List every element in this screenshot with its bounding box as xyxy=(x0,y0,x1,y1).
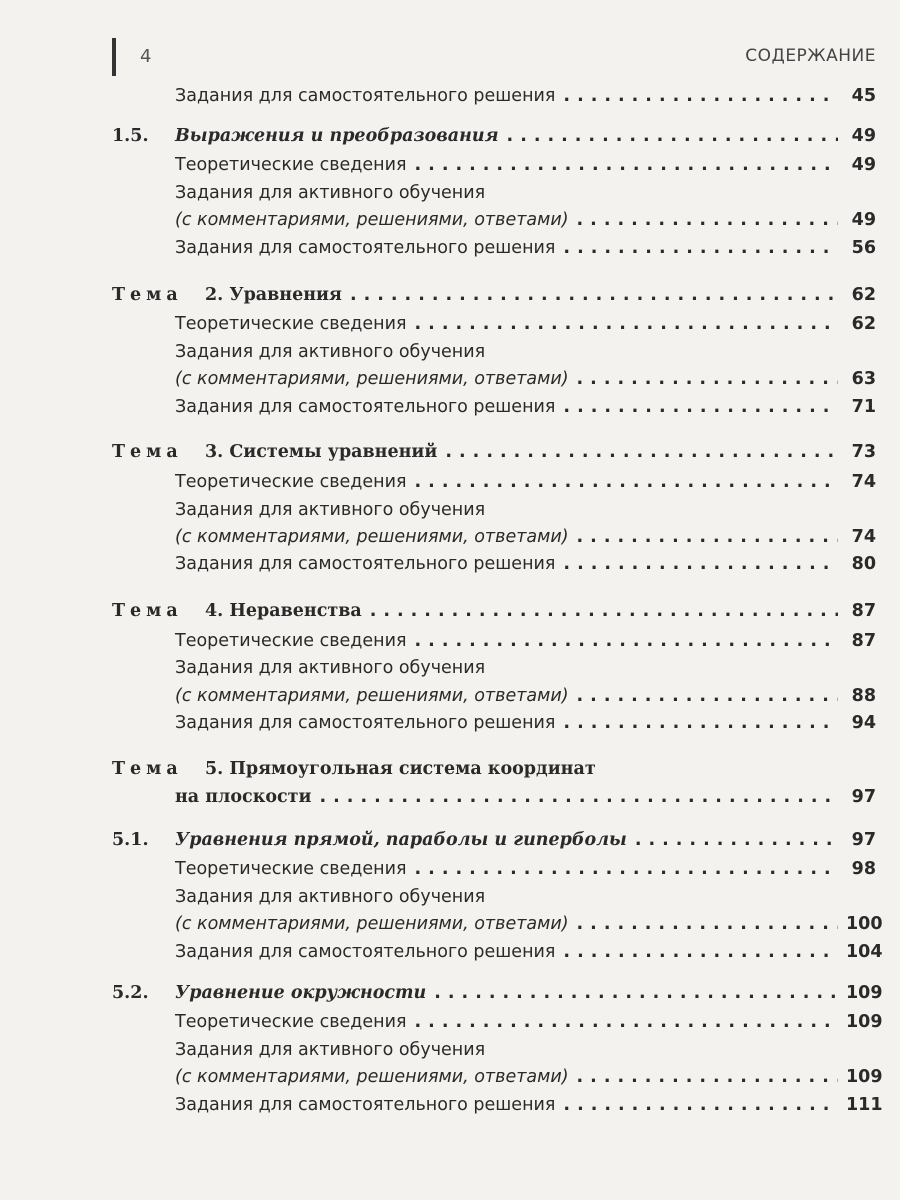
toc-entry xyxy=(0,82,900,110)
toc-entry-title: Задания для активного обучения xyxy=(175,887,486,907)
toc-theme xyxy=(0,755,900,783)
toc-entry-subtitle: (с комментариями, решениями, ответами) xyxy=(175,369,569,389)
toc-entry xyxy=(0,523,900,551)
toc-page-number: 87 xyxy=(851,631,876,651)
section-number: 1.5. xyxy=(112,126,149,146)
toc-entry-title: Задания для активного обучения xyxy=(175,658,486,678)
toc-entry xyxy=(0,682,900,710)
toc-entry-title: Задания для активного обучения xyxy=(175,342,486,362)
theme-prefix: Тема xyxy=(112,759,183,779)
toc-entry xyxy=(0,310,900,338)
theme-title: 5. Прямоугольная система координат xyxy=(205,759,596,779)
toc-entry-title: Задания для самостоятельного решения xyxy=(175,86,556,106)
theme-title: 2. Уравнения xyxy=(205,285,342,305)
dot-leader xyxy=(563,393,838,421)
dot-leader xyxy=(577,910,838,938)
dot-leader xyxy=(415,151,838,179)
toc-section xyxy=(0,979,900,1007)
toc-entry xyxy=(0,206,900,234)
toc-entry xyxy=(0,1008,900,1036)
toc-entry-title: Задания для самостоятельного решения xyxy=(175,238,556,258)
dot-leader xyxy=(635,826,838,854)
dot-leader xyxy=(563,82,838,110)
dot-leader xyxy=(563,709,838,737)
dot-leader xyxy=(415,310,838,338)
toc-entry xyxy=(0,883,900,911)
toc-entry-subtitle: (с комментариями, решениями, ответами) xyxy=(175,914,569,934)
dot-leader xyxy=(563,938,838,966)
theme-prefix: Тема xyxy=(112,285,183,305)
toc-page-number: 49 xyxy=(851,126,876,146)
running-head: СОДЕРЖАНИЕ xyxy=(745,46,876,66)
toc-entry-title: Теоретические сведения xyxy=(175,472,407,492)
dot-leader xyxy=(563,550,838,578)
toc-entry xyxy=(0,654,900,682)
dot-leader xyxy=(563,1091,838,1119)
section-title: Уравнение окружности xyxy=(175,983,427,1003)
toc-page-number: 56 xyxy=(851,238,876,258)
toc-page-number: 88 xyxy=(851,686,876,706)
toc-page-number: 71 xyxy=(851,397,876,417)
toc-page-number: 45 xyxy=(851,86,876,106)
dot-leader xyxy=(507,122,838,150)
theme-prefix: Тема xyxy=(112,601,183,621)
toc-entry-title: Задания для самостоятельного решения xyxy=(175,554,556,574)
toc-entry xyxy=(0,550,900,578)
toc-page-number: 111 xyxy=(846,1095,883,1115)
dot-leader xyxy=(577,206,838,234)
toc-entry xyxy=(0,1063,900,1091)
toc-entry xyxy=(0,179,900,207)
theme-prefix: Тема xyxy=(112,442,183,462)
toc-entry xyxy=(0,151,900,179)
toc-page-number: 62 xyxy=(851,314,876,334)
toc-page-number: 100 xyxy=(846,914,883,934)
toc-page-number: 94 xyxy=(851,713,876,733)
toc-entry xyxy=(0,496,900,524)
toc-entry xyxy=(0,338,900,366)
toc-section xyxy=(0,122,900,150)
dot-leader xyxy=(577,365,838,393)
toc-entry-title: Задания для самостоятельного решения xyxy=(175,397,556,417)
toc-page-number: 109 xyxy=(846,1067,883,1087)
toc-entry xyxy=(0,627,900,655)
dot-leader xyxy=(370,597,838,625)
theme-title-continued: на плоскости xyxy=(175,787,312,807)
page-number: 4 xyxy=(140,46,152,67)
toc-entry xyxy=(0,910,900,938)
toc-entry xyxy=(0,709,900,737)
toc-page-number: 49 xyxy=(851,210,876,230)
toc-entry xyxy=(0,365,900,393)
toc-page-number: 98 xyxy=(851,859,876,879)
dot-leader xyxy=(415,627,838,655)
section-number: 5.1. xyxy=(112,830,149,850)
toc-entry-title: Задания для самостоятельного решения xyxy=(175,713,556,733)
toc-entry-title: Задания для активного обучения xyxy=(175,500,486,520)
toc-entry xyxy=(0,393,900,421)
toc-entry xyxy=(0,468,900,496)
toc-theme-continued xyxy=(0,783,900,811)
toc-entry-title: Теоретические сведения xyxy=(175,631,407,651)
toc-theme xyxy=(0,281,900,309)
dot-leader xyxy=(415,855,838,883)
toc-entry-title: Теоретические сведения xyxy=(175,1012,407,1032)
toc-entry xyxy=(0,938,900,966)
dot-leader xyxy=(445,438,838,466)
toc-entry-subtitle: (с комментариями, решениями, ответами) xyxy=(175,686,569,706)
toc-entry-title: Задания для самостоятельного решения xyxy=(175,942,556,962)
toc-entry-title: Теоретические сведения xyxy=(175,155,407,175)
dot-leader xyxy=(577,523,838,551)
toc-page-number: 74 xyxy=(851,472,876,492)
toc-entry xyxy=(0,234,900,262)
toc-entry-subtitle: (с комментариями, решениями, ответами) xyxy=(175,1067,569,1087)
toc-page-number: 87 xyxy=(851,601,876,621)
toc-page-number: 109 xyxy=(846,983,883,1003)
dot-leader xyxy=(320,783,838,811)
toc-entry-subtitle: (с комментариями, решениями, ответами) xyxy=(175,210,569,230)
toc-entry-title: Задания для самостоятельного решения xyxy=(175,1095,556,1115)
toc-page-number: 73 xyxy=(851,442,876,462)
toc-page-number: 104 xyxy=(846,942,883,962)
dot-leader xyxy=(577,682,838,710)
toc-page-number: 80 xyxy=(851,554,876,574)
toc-theme xyxy=(0,438,900,466)
toc-entry-subtitle: (с комментариями, решениями, ответами) xyxy=(175,527,569,547)
toc-page-number: 109 xyxy=(846,1012,883,1032)
section-number: 5.2. xyxy=(112,983,149,1003)
toc-theme xyxy=(0,597,900,625)
dot-leader xyxy=(415,1008,838,1036)
toc-page-number: 97 xyxy=(851,787,876,807)
toc-entry-title: Задания для активного обучения xyxy=(175,1040,486,1060)
toc-page-number: 62 xyxy=(851,285,876,305)
toc-page-number: 74 xyxy=(851,527,876,547)
toc-entry-title: Задания для активного обучения xyxy=(175,183,486,203)
toc-entry xyxy=(0,1091,900,1119)
dot-leader xyxy=(350,281,838,309)
section-title: Уравнения прямой, параболы и гиперболы xyxy=(175,830,627,850)
dot-leader xyxy=(577,1063,838,1091)
toc-page-number: 63 xyxy=(851,369,876,389)
dot-leader xyxy=(434,979,838,1007)
toc-page-number: 97 xyxy=(851,830,876,850)
section-title: Выражения и преобразования xyxy=(175,126,499,146)
toc-entry xyxy=(0,855,900,883)
dot-leader xyxy=(563,234,838,262)
theme-title: 3. Системы уравнений xyxy=(205,442,438,462)
toc-entry xyxy=(0,1036,900,1064)
dot-leader xyxy=(415,468,838,496)
theme-title: 4. Неравенства xyxy=(205,601,362,621)
toc-entry-title: Теоретические сведения xyxy=(175,859,407,879)
toc-page-number: 49 xyxy=(851,155,876,175)
toc-section xyxy=(0,826,900,854)
toc-entry-title: Теоретические сведения xyxy=(175,314,407,334)
